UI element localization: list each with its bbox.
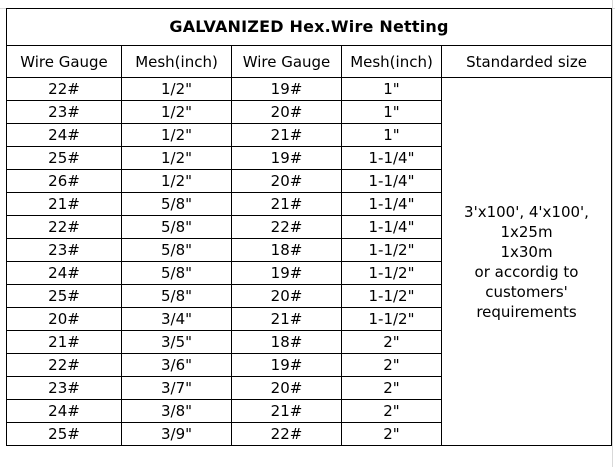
- cell-mesh-1[interactable]: 5/8": [122, 216, 232, 239]
- cell-wire-gauge-1[interactable]: 20#: [7, 308, 122, 331]
- cell-wire-gauge-1[interactable]: 23#: [7, 101, 122, 124]
- standard-size-line: requirements: [476, 302, 577, 321]
- cell-mesh-2[interactable]: 1-1/2": [342, 308, 442, 331]
- cell-wire-gauge-1[interactable]: 22#: [7, 216, 122, 239]
- cell-wire-gauge-1[interactable]: 21#: [7, 193, 122, 216]
- cell-wire-gauge-2[interactable]: 20#: [232, 101, 342, 124]
- cell-wire-gauge-1[interactable]: 25#: [7, 285, 122, 308]
- cell-wire-gauge-2[interactable]: 19#: [232, 354, 342, 377]
- cell-mesh-1[interactable]: 1/2": [122, 170, 232, 193]
- wire-netting-table: [6, 8, 612, 446]
- cell-mesh-1[interactable]: 1/2": [122, 78, 232, 101]
- cell-mesh-2[interactable]: 1-1/4": [342, 170, 442, 193]
- cell-mesh-2[interactable]: 1": [342, 78, 442, 101]
- cell-mesh-1[interactable]: 3/6": [122, 354, 232, 377]
- cell-mesh-1[interactable]: 1/2": [122, 101, 232, 124]
- cell-mesh-1[interactable]: 3/5": [122, 331, 232, 354]
- cell-standard-size[interactable]: [442, 78, 612, 446]
- header-standard-size[interactable]: Standarded size: [442, 46, 612, 78]
- cell-mesh-2[interactable]: 1-1/4": [342, 147, 442, 170]
- cell-wire-gauge-1[interactable]: 25#: [7, 147, 122, 170]
- cell-wire-gauge-2[interactable]: 19#: [232, 147, 342, 170]
- cell-mesh-1[interactable]: 5/8": [122, 193, 232, 216]
- cell-wire-gauge-2[interactable]: 20#: [232, 285, 342, 308]
- cell-wire-gauge-2[interactable]: 22#: [232, 423, 342, 446]
- cell-mesh-2[interactable]: 2": [342, 400, 442, 423]
- cell-mesh-2[interactable]: 2": [342, 423, 442, 446]
- cell-wire-gauge-1[interactable]: 26#: [7, 170, 122, 193]
- cell-mesh-2[interactable]: 1": [342, 124, 442, 147]
- cell-mesh-2[interactable]: 1-1/2": [342, 285, 442, 308]
- cell-wire-gauge-2[interactable]: 21#: [232, 308, 342, 331]
- cell-wire-gauge-1[interactable]: 23#: [7, 239, 122, 262]
- cell-mesh-2[interactable]: 2": [342, 331, 442, 354]
- cell-mesh-1[interactable]: 5/8": [122, 262, 232, 285]
- cell-wire-gauge-1[interactable]: 24#: [7, 400, 122, 423]
- cell-wire-gauge-1[interactable]: 24#: [7, 124, 122, 147]
- cell-wire-gauge-1[interactable]: 23#: [7, 377, 122, 400]
- cell-mesh-1[interactable]: 3/8": [122, 400, 232, 423]
- standard-size-line: or accordig to: [474, 262, 579, 281]
- header-mesh-1[interactable]: Mesh(inch): [122, 46, 232, 78]
- standard-size-line: 3'x100', 4'x100',: [464, 202, 589, 221]
- cell-wire-gauge-2[interactable]: 20#: [232, 170, 342, 193]
- cell-wire-gauge-2[interactable]: 21#: [232, 193, 342, 216]
- standard-size-line: 1x30m: [500, 242, 553, 261]
- standard-size-line: 1x25m: [500, 222, 553, 241]
- header-wire-gauge-1[interactable]: Wire Gauge: [7, 46, 122, 78]
- cell-mesh-2[interactable]: 1-1/4": [342, 216, 442, 239]
- cell-wire-gauge-2[interactable]: 21#: [232, 124, 342, 147]
- table-row: [7, 78, 612, 101]
- cell-wire-gauge-2[interactable]: 19#: [232, 78, 342, 101]
- cell-wire-gauge-2[interactable]: 20#: [232, 377, 342, 400]
- standard-size-line: customers': [485, 282, 568, 301]
- cell-wire-gauge-1[interactable]: 22#: [7, 78, 122, 101]
- cell-wire-gauge-2[interactable]: 18#: [232, 331, 342, 354]
- cell-mesh-1[interactable]: 3/9": [122, 423, 232, 446]
- cell-mesh-1[interactable]: 3/4": [122, 308, 232, 331]
- cell-mesh-1[interactable]: 5/8": [122, 285, 232, 308]
- cell-mesh-1[interactable]: 5/8": [122, 239, 232, 262]
- cell-mesh-2[interactable]: 1-1/2": [342, 262, 442, 285]
- cell-mesh-1[interactable]: 3/7": [122, 377, 232, 400]
- cell-wire-gauge-1[interactable]: 25#: [7, 423, 122, 446]
- cell-wire-gauge-2[interactable]: 19#: [232, 262, 342, 285]
- cell-wire-gauge-1[interactable]: 24#: [7, 262, 122, 285]
- cell-mesh-2[interactable]: 1": [342, 101, 442, 124]
- cell-mesh-1[interactable]: 1/2": [122, 124, 232, 147]
- table-title[interactable]: GALVANIZED Hex.Wire Netting: [7, 9, 612, 46]
- sheet-gridline-right: [612, 0, 613, 467]
- cell-mesh-2[interactable]: 2": [342, 354, 442, 377]
- cell-mesh-2[interactable]: 1-1/2": [342, 239, 442, 262]
- header-wire-gauge-2[interactable]: Wire Gauge: [232, 46, 342, 78]
- header-mesh-2[interactable]: Mesh(inch): [342, 46, 442, 78]
- cell-wire-gauge-1[interactable]: 22#: [7, 354, 122, 377]
- cell-mesh-1[interactable]: 1/2": [122, 147, 232, 170]
- cell-wire-gauge-2[interactable]: 21#: [232, 400, 342, 423]
- cell-wire-gauge-1[interactable]: 21#: [7, 331, 122, 354]
- cell-mesh-2[interactable]: 2": [342, 377, 442, 400]
- cell-wire-gauge-2[interactable]: 22#: [232, 216, 342, 239]
- cell-wire-gauge-2[interactable]: 18#: [232, 239, 342, 262]
- cell-mesh-2[interactable]: 1-1/4": [342, 193, 442, 216]
